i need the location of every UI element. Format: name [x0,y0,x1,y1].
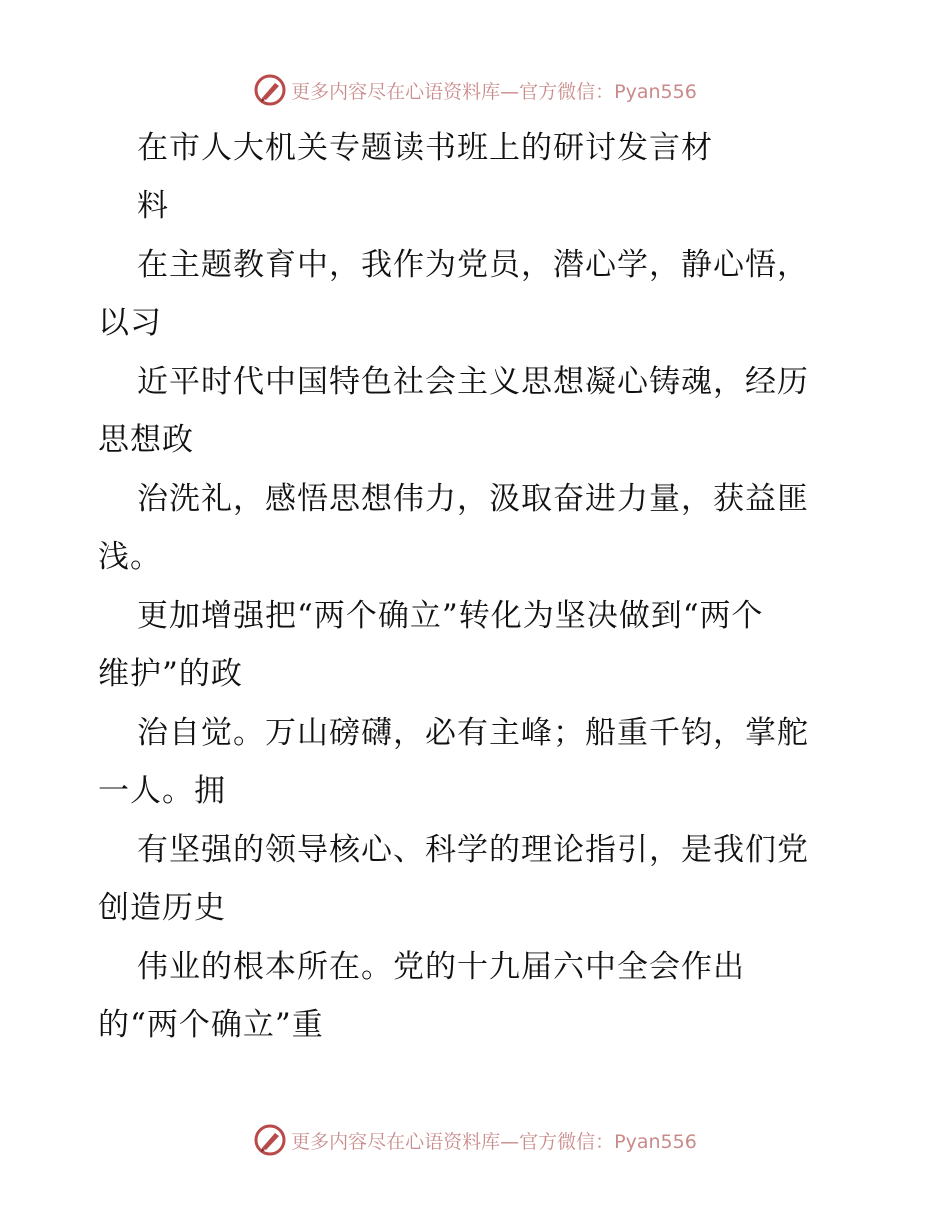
paragraph-line: 创造历史 [98,890,226,926]
footer-watermark-banner [0,1120,950,1160]
paragraph-line: 更加增强把“两个确立”转化为坚决做到“两个 [137,598,764,634]
paragraph-line: 近平时代中国特色社会主义思想凝心铸魂，经历 [137,364,809,400]
paragraph-line: 的“两个确立”重 [98,1007,324,1043]
paragraph-line: 治自觉。万山磅礴，必有主峰；船重千钧，掌舵 [137,715,809,751]
paragraph-line: 治洗礼，感悟思想伟力，汲取奋进力量，获益匪 [137,481,809,517]
paragraph-line: 伟业的根本所在。党的十九届六中全会作出 [137,949,745,985]
paragraph-line: 浅。 [98,539,162,575]
paragraph-line: 在主题教育中，我作为党员，潜心学，静心悟， [137,247,809,283]
paragraph-line: 一人。拥 [98,773,226,809]
document-title-line-1: 在市人大机关专题读书班上的研讨发言材 [137,130,713,166]
paragraph-line: 思想政 [98,422,194,458]
header-watermark-text: 更多内容尽在心语资料库—官方微信：Pyan556 [291,80,697,103]
document-title-line-2: 料 [137,188,169,224]
pen-logo-icon [253,1123,287,1157]
paragraph-line: 维护”的政 [98,656,243,692]
paragraph-line: 以习 [98,305,162,341]
paragraph-line: 有坚强的领导核心、科学的理论指引，是我们党 [137,832,809,868]
footer-watermark-text: 更多内容尽在心语资料库—官方微信：Pyan556 [291,1130,697,1153]
